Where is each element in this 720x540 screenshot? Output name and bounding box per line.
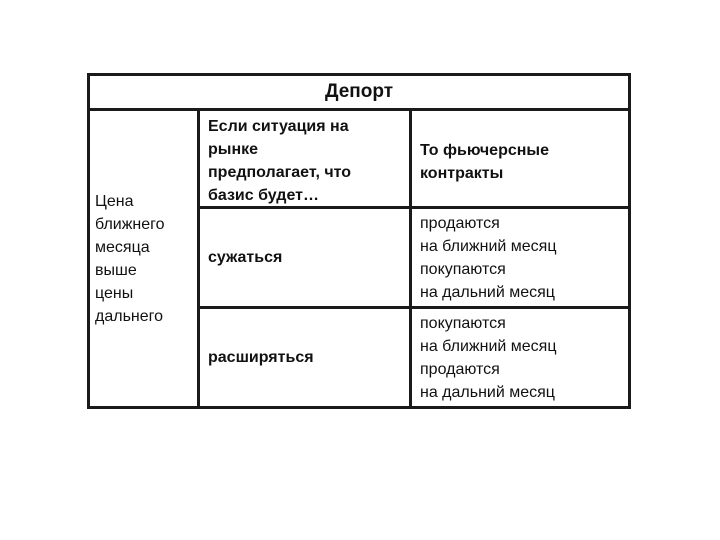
condition-text: расширяться: [208, 349, 314, 366]
row-group-label-cell: [90, 111, 200, 406]
action-text: покупаются на ближний месяц продаются на дальний месяц: [420, 314, 557, 401]
header-action-text: То фьючерсные контракты: [420, 142, 549, 182]
condition-cell: [200, 309, 412, 406]
header-action-cell: [412, 111, 628, 206]
condition-cell: [200, 209, 412, 306]
action-cell: [412, 209, 628, 306]
action-text: продаются на ближний месяц покупаются на дальний месяц: [420, 214, 557, 301]
header-condition-cell: [200, 111, 412, 206]
table-title-text: Депорт: [324, 81, 394, 102]
table-grid: [200, 111, 628, 406]
action-cell: [412, 309, 628, 406]
row-group-label: Цена ближнего месяца выше цены дальнего: [95, 192, 165, 325]
table-row: [200, 209, 628, 309]
table-row: [200, 309, 628, 406]
header-row: [200, 111, 628, 209]
header-condition-text: Если ситуация на рынке предполагает, что базис будет…: [208, 118, 352, 204]
table-title: [90, 76, 628, 111]
condition-text: сужаться: [208, 249, 283, 266]
deport-table: [87, 73, 631, 409]
